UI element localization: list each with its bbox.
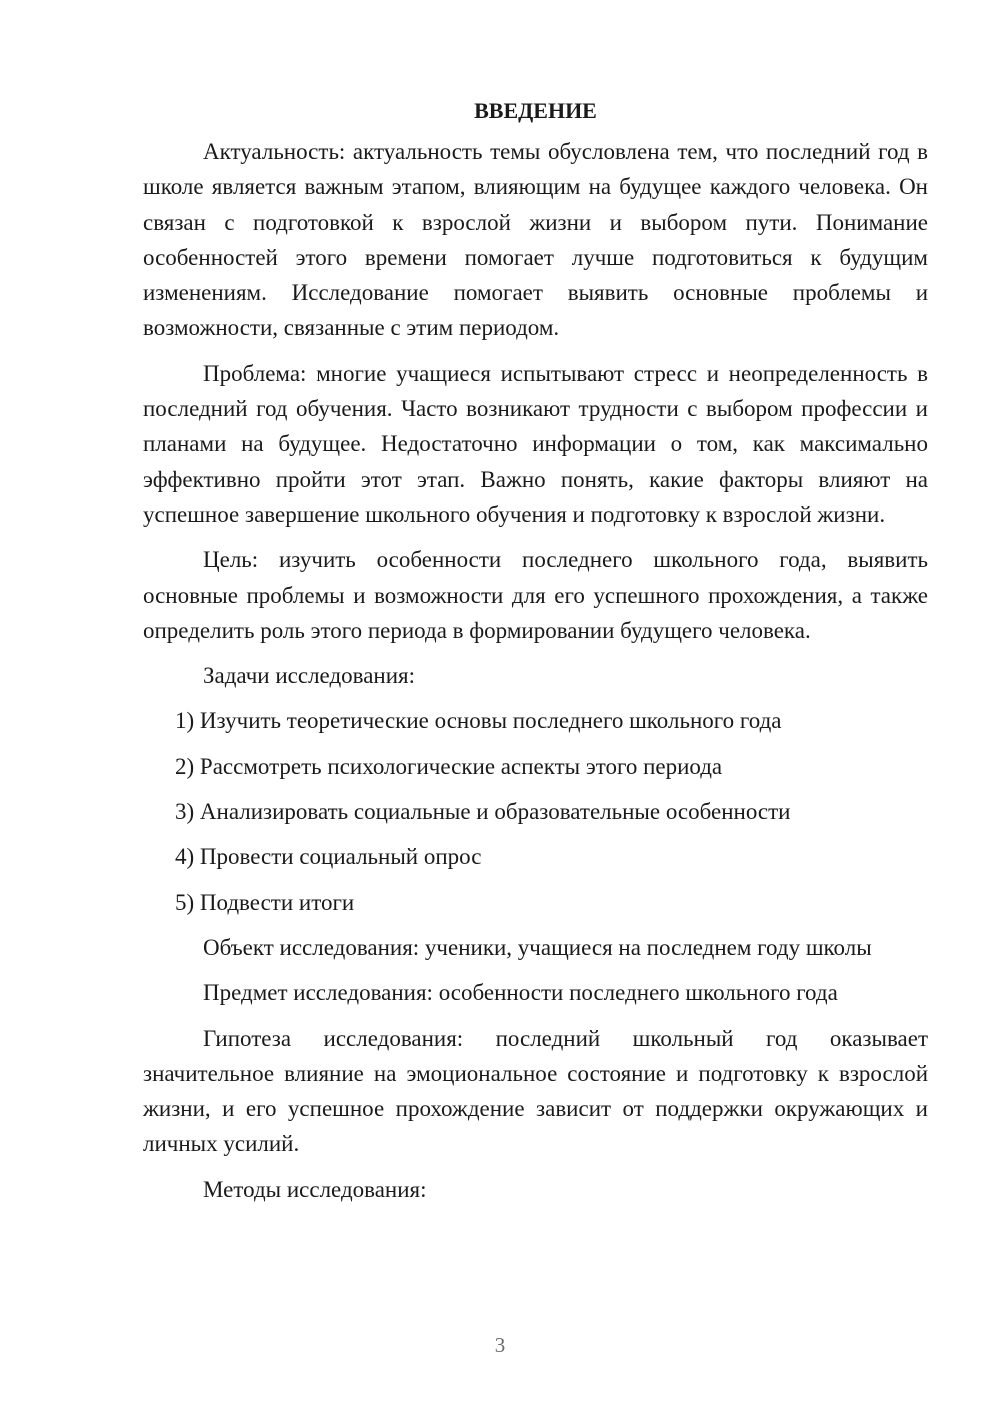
relevance-paragraph: Актуальность: актуальность темы обусловлена тем, что последний год в школе является важным этапом, влияющим на будущее каждого человека. Он связан с подготовкой к взрослой жизни и выбором пути. Понимание особенностей этого времени помогает лучше подготовиться к будущим изменениям. Исследование помогает выявить основные проблемы и возможности, связанные с этим периодом.	[143, 139, 928, 341]
tasks-list	[143, 703, 928, 919]
goal-paragraph: Цель: изучить особенности последнего школьного года, выявить основные проблемы и возможности для его успешного прохождения, а также определить роль этого периода в формировании будущего человека.	[143, 547, 928, 643]
page-number: 3	[494, 1333, 506, 1357]
task-item: 5) Подвести итоги	[175, 889, 355, 915]
hypothesis-paragraph: Гипотеза исследования: последний школьный год оказывает значительное влияние на эмоциональное состояние и подготовку к взрослой жизни, и его успешное прохождение зависит от поддержки окружающих и личных усилий.	[143, 1025, 928, 1157]
page-content	[143, 96, 928, 1217]
task-item: 4) Провести социальный опрос	[175, 844, 482, 870]
section-title: ВВЕДЕНИЕ	[474, 98, 597, 123]
problem-paragraph: Проблема: многие учащиеся испытывают стресс и неопределенность в последний год обучения. Часто возникают трудности с выбором профессии и планами на будущее. Недостаточно информации о том, как максимально эффективно пройти этот этап. Важно понять, какие факторы влияют на успешное завершение школьного обучения и подготовку к взрослой жизни.	[143, 360, 928, 527]
tasks-heading: Задачи исследования:	[203, 663, 416, 689]
task-item: 3) Анализировать социальные и образовательные особенности	[175, 799, 791, 825]
research-subject: Предмет исследования: особенности последнего школьного года	[203, 980, 838, 1006]
task-item: 1) Изучить теоретические основы последнего школьного года	[175, 708, 782, 734]
task-item: 2) Рассмотреть психологические аспекты этого периода	[175, 753, 723, 779]
research-object: Объект исследования: ученики, учащиеся на последнем году школы	[203, 934, 872, 960]
methods-heading: Методы исследования:	[203, 1176, 427, 1202]
